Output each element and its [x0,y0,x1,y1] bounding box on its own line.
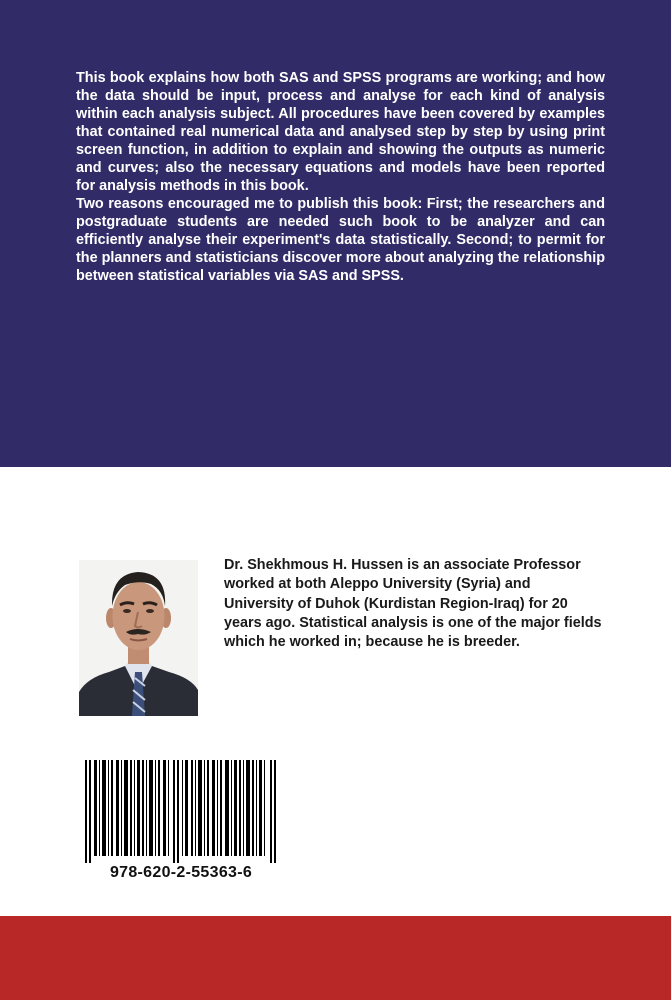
isbn-number: 978-620-2-55363-6 [109,864,253,881]
book-description [76,69,605,285]
isbn-barcode [75,752,287,892]
description-paragraph-1: This book explains how both SAS and SPSS programs are working; and how the data should be input, process and analyse for each kind of analysis within each analysis subject. All procedures have been covered by examples that contained real numerical data and analysed step by step by using print screen function, in addition to explain and showing the outputs as numeric and curves; also the necessary equations and models have been reported for analysis methods in this book. [76,70,605,194]
barcode-bars-icon [85,760,278,863]
author-photo [79,560,198,716]
bottom-color-band [0,916,671,1000]
author-portrait-image [79,560,198,716]
author-bio: Dr. Shekhmous H. Hussen is an associate Professor worked at both Aleppo University (Syria) and University of Duhok (Kurdistan Region-Iraq) for 20 years ago. Statistical analysis is one of the major fields which he worked in; because he is breeder. [224,557,602,651]
top-color-band [0,0,671,467]
description-paragraph-2: Two reasons encouraged me to publish this book: First; the researchers and postgraduate students are needed such book to be analyzer and can efficiently analyse their experiment's data statistically. Second; to permit for the planners and statisticians discover more about analyzing the relationship between statistical variables via SAS and SPSS. [76,196,605,284]
